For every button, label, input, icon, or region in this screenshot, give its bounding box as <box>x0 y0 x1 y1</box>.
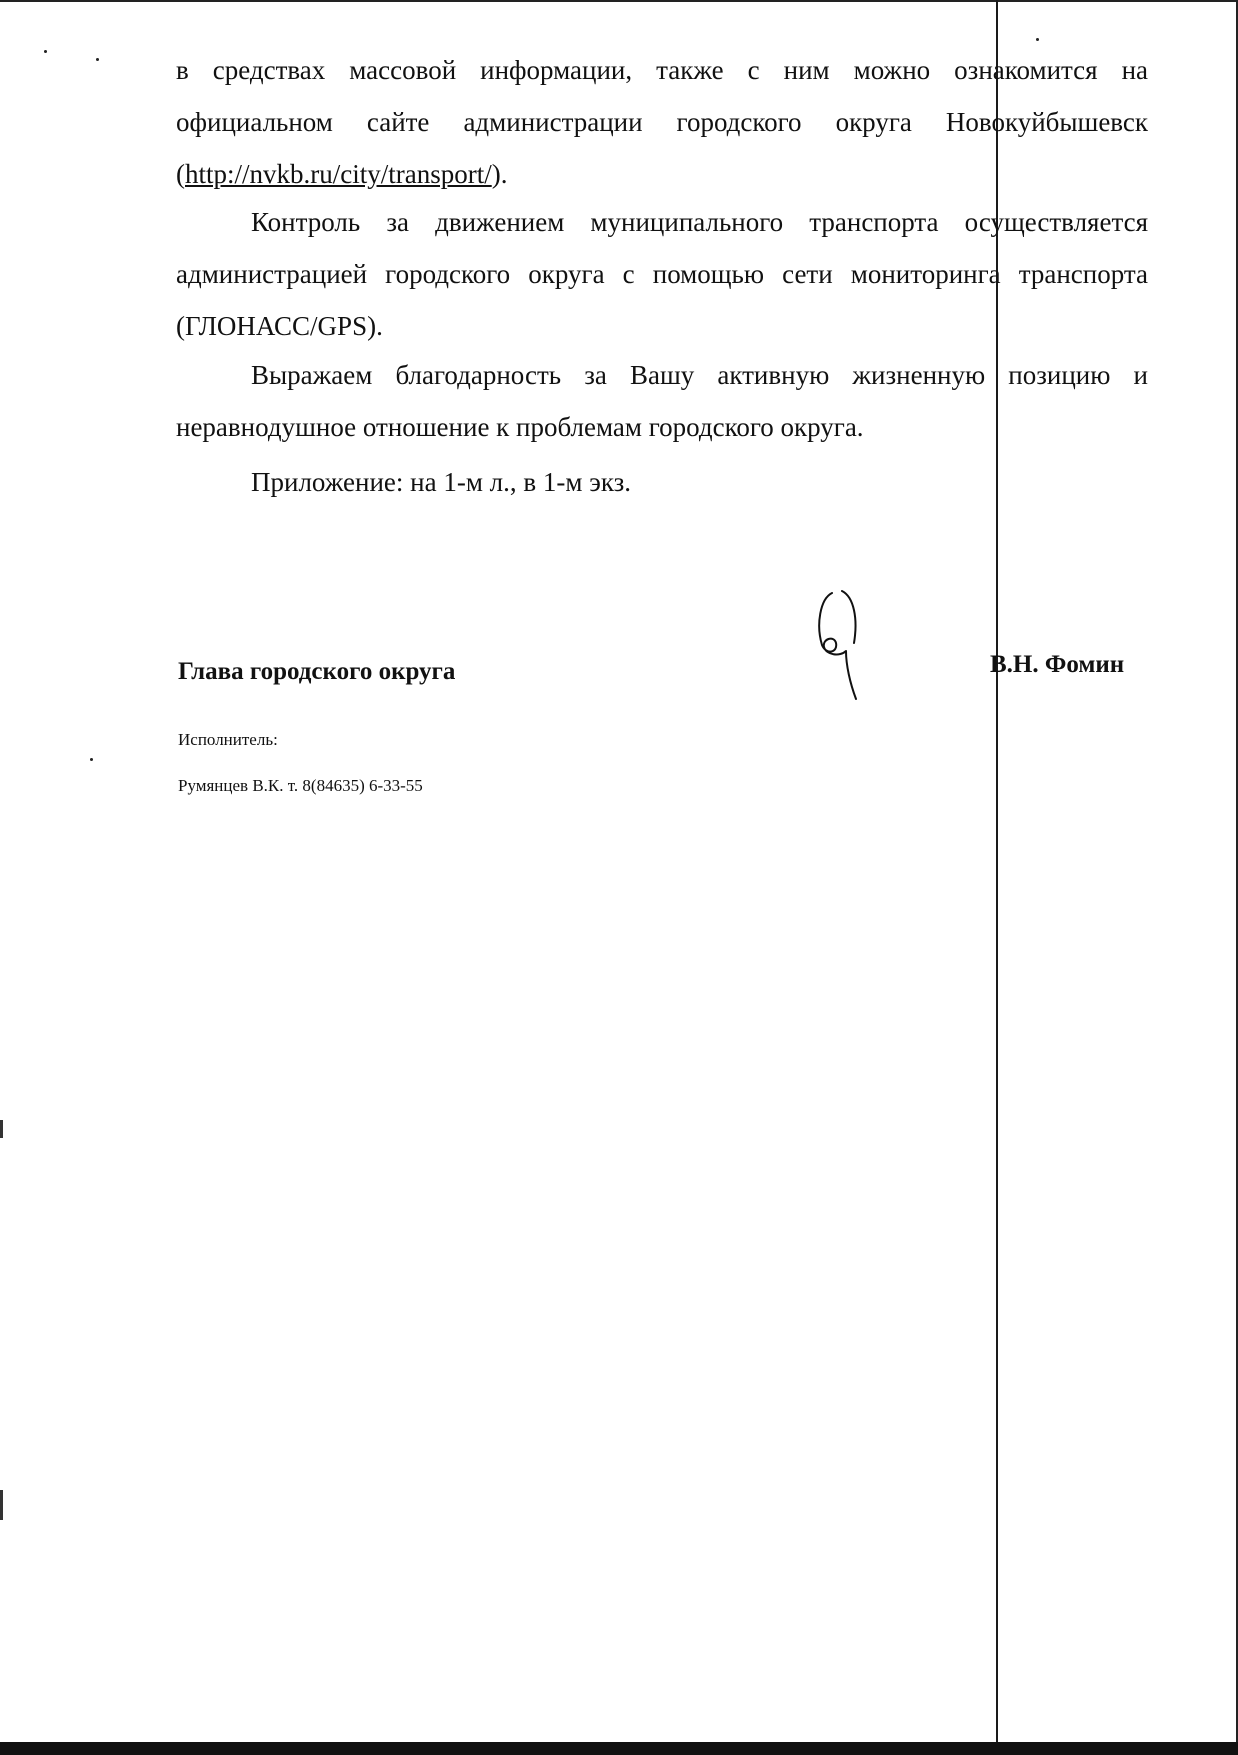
scan-edge-mark <box>0 1120 3 1138</box>
paragraph-monitoring <box>176 196 1148 352</box>
paragraph-monitoring-text: Контроль за движением муниципального транспорта осуществляется администрацией городского округа с помощью сети мониторинга транспорта (ГЛОНАСС/GPS). <box>176 207 1148 341</box>
paragraph-publication-end: ). <box>491 159 508 189</box>
signatory-name: В.Н. Фомин <box>990 651 1125 678</box>
scan-dot <box>90 758 93 761</box>
executor-contact: Румянцев В.К. т. 8(84635) 6-33-55 <box>178 776 423 795</box>
transport-url-link[interactable]: http://nvkb.ru/city/transport/ <box>185 159 492 189</box>
scan-border-bottom <box>0 1742 1238 1755</box>
scan-dot <box>1036 38 1039 41</box>
paragraph-publication-text: в средствах массовой информации, также с ним можно ознакомится на официальном сайте администрации городского округа Новокуйбышевск ( <box>176 55 1148 189</box>
signatory-title: Глава городского округа <box>178 658 456 685</box>
scan-edge-mark <box>0 1490 3 1520</box>
executor-label: Исполнитель: <box>178 730 278 749</box>
paragraph-gratitude <box>176 349 1148 453</box>
paragraph-publication <box>176 44 1148 200</box>
scan-border-top <box>0 0 1238 2</box>
scan-dot <box>44 50 47 53</box>
paragraph-gratitude-text: Выражаем благодарность за Вашу активную жизненную позицию и неравнодушное отношение к проблемам городского округа. <box>176 360 1148 442</box>
scan-dot <box>96 58 99 61</box>
paragraph-attachment <box>176 456 1148 508</box>
handwritten-signature <box>812 585 868 705</box>
paragraph-attachment-text: Приложение: на 1-м л., в 1-м экз. <box>251 467 631 497</box>
